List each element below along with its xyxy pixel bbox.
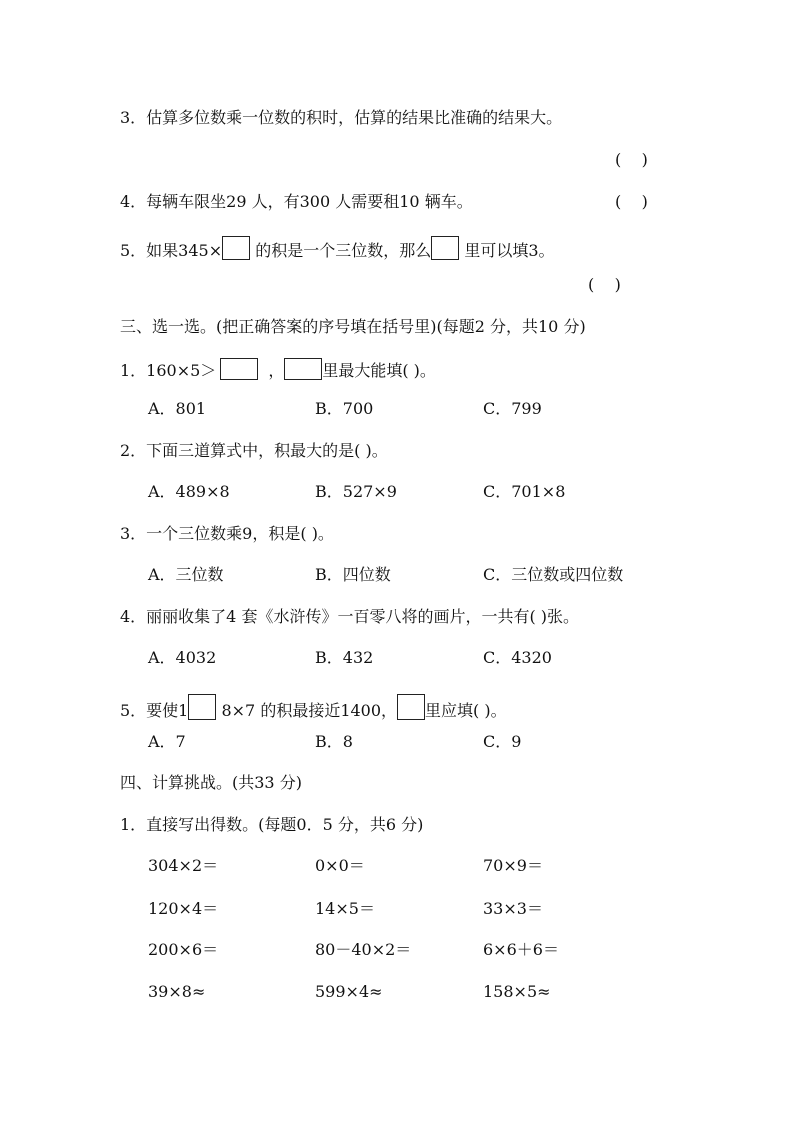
section4-title: 四、计算挑战。(共33 分) — [120, 773, 302, 792]
s3-q5-line — [120, 694, 507, 721]
blank-box[interactable] — [220, 358, 258, 380]
judge-q3-text: 3．估算多位数乘一位数的积时，估算的结果比准确的结果大。 — [120, 108, 563, 127]
calc-item: 120×4＝ — [148, 899, 219, 918]
calc-item: 39×8≈ — [148, 982, 206, 1001]
s3-q4-option-a[interactable]: A．4032 — [148, 648, 217, 667]
s3-q1-option-c[interactable]: C．799 — [483, 399, 542, 418]
blank-box[interactable] — [397, 694, 425, 720]
calc-item: 304×2＝ — [148, 856, 219, 875]
s3-q5-option-a[interactable]: A．7 — [148, 732, 186, 751]
calc-item: 70×9＝ — [483, 856, 543, 875]
s3-q1-part1: 1．160×5＞ — [120, 361, 217, 380]
s3-q3-option-c[interactable]: C．三位数或四位数 — [483, 565, 624, 584]
s3-q3-text: 3．一个三位数乘9，积是( )。 — [120, 524, 334, 543]
s3-q1-line — [120, 358, 436, 381]
s3-q2-text: 2．下面三道算式中，积最大的是( )。 — [120, 441, 388, 460]
s3-q4-option-c[interactable]: C．4320 — [483, 648, 552, 667]
judge-q5-answer-paren[interactable]: ( ) — [588, 275, 621, 294]
calc-item: 33×3＝ — [483, 899, 543, 918]
calc-item: 0×0＝ — [315, 856, 365, 875]
s3-q1-part3: 里最大能填( )。 — [322, 361, 436, 380]
blank-box[interactable] — [284, 358, 322, 380]
section4-sub1: 1．直接写出得数。(每题0．5 分，共6 分) — [120, 815, 424, 834]
s3-q1-option-b[interactable]: B．700 — [315, 399, 374, 418]
s3-q5-part2: 8×7 的积最接近1400， — [216, 701, 398, 720]
s3-q2-option-b[interactable]: B．527×9 — [315, 482, 397, 501]
s3-q1-option-a[interactable]: A．801 — [148, 399, 207, 418]
s3-q2-option-a[interactable]: A．489×8 — [148, 482, 230, 501]
judge-q5-part1: 5．如果345× — [120, 241, 223, 260]
calc-item: 200×6＝ — [148, 940, 219, 959]
blank-box[interactable] — [222, 236, 250, 260]
judge-q5-part2: 的积是一个三位数，那么 — [250, 241, 432, 260]
s3-q5-option-c[interactable]: C．9 — [483, 732, 522, 751]
s3-q4-text: 4．丽丽收集了4 套《水浒传》一百零八将的画片，一共有( )张。 — [120, 607, 580, 626]
calc-item: 158×5≈ — [483, 982, 551, 1001]
s3-q3-option-a[interactable]: A．三位数 — [148, 565, 224, 584]
s3-q2-option-c[interactable]: C．701×8 — [483, 482, 566, 501]
judge-q5-line — [120, 236, 555, 261]
judge-q4-text: 4．每辆车限坐29 人，有300 人需要租10 辆车。 — [120, 192, 473, 211]
s3-q5-part1: 5．要使1 — [120, 701, 189, 720]
s3-q5-option-b[interactable]: B．8 — [315, 732, 353, 751]
section3-title: 三、选一选。(把正确答案的序号填在括号里)(每题2 分，共10 分) — [120, 317, 586, 336]
calc-item: 14×5＝ — [315, 899, 375, 918]
calc-item: 599×4≈ — [315, 982, 383, 1001]
s3-q4-option-b[interactable]: B．432 — [315, 648, 374, 667]
judge-q4-answer-paren[interactable]: ( ) — [615, 192, 648, 211]
s3-q1-part2: ， — [268, 361, 285, 380]
judge-q5-part3: 里可以填3。 — [459, 241, 555, 260]
calc-item: 6×6＋6＝ — [483, 940, 559, 959]
blank-box[interactable] — [431, 236, 459, 260]
s3-q3-option-b[interactable]: B．四位数 — [315, 565, 391, 584]
calc-item: 80－40×2＝ — [315, 940, 412, 959]
blank-box[interactable] — [188, 694, 216, 720]
s3-q5-part3: 里应填( )。 — [425, 701, 507, 720]
judge-q3-answer-paren[interactable]: ( ) — [615, 150, 648, 169]
